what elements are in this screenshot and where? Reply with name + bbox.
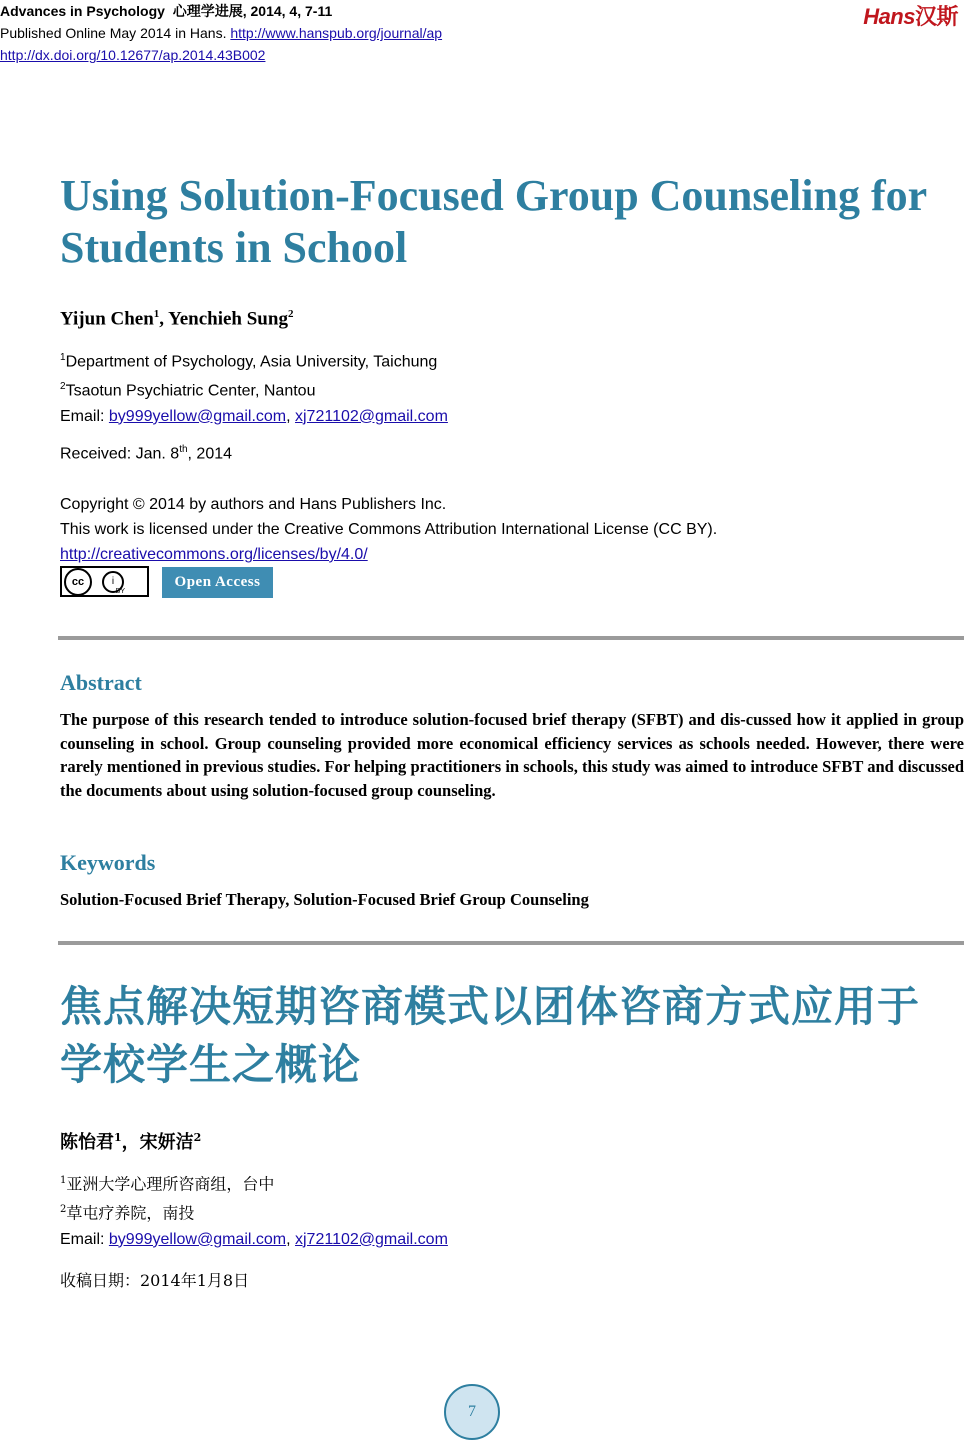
hans-logo [863,0,958,31]
journal-cn-info: 心理学进展, 2014, 4, 7-11 [172,3,333,19]
received-sup: th [179,444,188,455]
cc-icon: cc [64,568,92,596]
logo-cn: 汉斯 [914,4,958,29]
paper-title-en: Using Solution-Focused Group Counseling for Students in School [60,171,927,272]
aff2-sup: 2 [60,381,66,393]
affiliations-en [60,345,448,429]
author-cn-1-sup: 1 [114,1131,122,1144]
affiliation-cn-1: 亚洲大学心理所咨商组，台中 [66,1174,275,1194]
aff-cn1-sup: 1 [60,1175,67,1186]
by-person-icon: i [102,571,124,593]
aff1-sup: 1 [60,352,66,363]
paper-title-cn: 焦点解决短期咨商模式以团体咨商方式应用于学校学生之概论 [60,982,921,1089]
received-suffix: , 2014 [187,445,233,463]
author-1-sup: 1 [153,308,160,320]
abstract-heading: Abstract [60,670,142,695]
journal-header [0,0,442,66]
author-cn-2-sup: 2 [193,1131,202,1144]
copyright-block [60,492,717,567]
abstract-text: The purpose of this research tended to introduce solution-focused brief therapy (SFBT) and dis-cussed how it applied in group counseling in school. Group counseling provided more economical efficiency services as schools needed. However, there were rarely mentioned in previous studies. For helping practitioners in schools, this study was aimed to introduce SFBT and discussed the documents about using solution-focused group counseling. [60,710,964,800]
email-cn-sep: , [286,1230,295,1248]
affiliations-cn [60,1168,448,1253]
divider-top [58,636,964,640]
affiliation-cn-2: 草屯疗养院，南投 [66,1203,195,1223]
journal-name: Advances in Psychology [0,3,165,19]
doi-link[interactable]: http://dx.doi.org/10.12677/ap.2014.43B002 [0,47,266,63]
keywords-text: Solution-Focused Brief Therapy, Solution-Focused Brief Group Counseling [60,890,589,909]
author-sep: , [159,308,169,330]
affiliation-2: Tsaotun Psychiatric Center, Nantou [65,382,316,400]
aff-cn2-sup: 2 [60,1204,67,1216]
email-label: Email: [60,407,109,425]
email-link-1[interactable]: by999yellow@gmail.com [108,407,287,425]
email-cn-link-2[interactable]: xj721102@gmail.com [295,1230,448,1248]
keywords-heading: Keywords [60,850,156,875]
open-access-badge[interactable]: Open Access [162,567,273,598]
license-line: This work is licensed under the Creative Commons Attribution International License (CC BY). [60,521,718,538]
email-cn-label: Email: [60,1230,109,1248]
page-number: 7 [444,1384,500,1440]
copyright-line: Copyright © 2014 by authors and Hans Publishers Inc. [60,496,447,513]
license-link[interactable]: http://creativecommons.org/licenses/by/4.0/ [60,546,368,563]
author-2: Yenchieh Sung [168,308,288,330]
received-date-cn: 收稿日期：2014年1月8日 [60,1271,250,1290]
received-date [60,444,232,463]
by-label: BY [115,588,125,595]
affiliation-1: Department of Psychology, Asia University, Taichung [65,353,438,371]
authors-cn [60,1128,201,1154]
email-cn-link-1[interactable]: by999yellow@gmail.com [108,1230,287,1248]
received-prefix: Received: Jan. 8 [60,445,180,463]
author-1: Yijun Chen [60,308,154,330]
author-cn-2: 宋妍洁 [139,1132,194,1153]
authors-en [60,308,293,330]
cc-by-badge[interactable] [60,566,149,597]
divider-bottom [58,941,964,945]
email-sep: , [286,407,295,425]
author-cn-1: 陈怡君 [60,1132,114,1153]
journal-url-link[interactable]: http://www.hanspub.org/journal/ap [230,25,443,41]
author-2-sup: 2 [287,308,294,320]
logo-en: Hans [863,4,915,29]
author-cn-sep: ， [121,1132,140,1153]
email-link-2[interactable]: xj721102@gmail.com [295,407,448,425]
published-note: Published Online May 2014 in Hans. [0,25,227,41]
